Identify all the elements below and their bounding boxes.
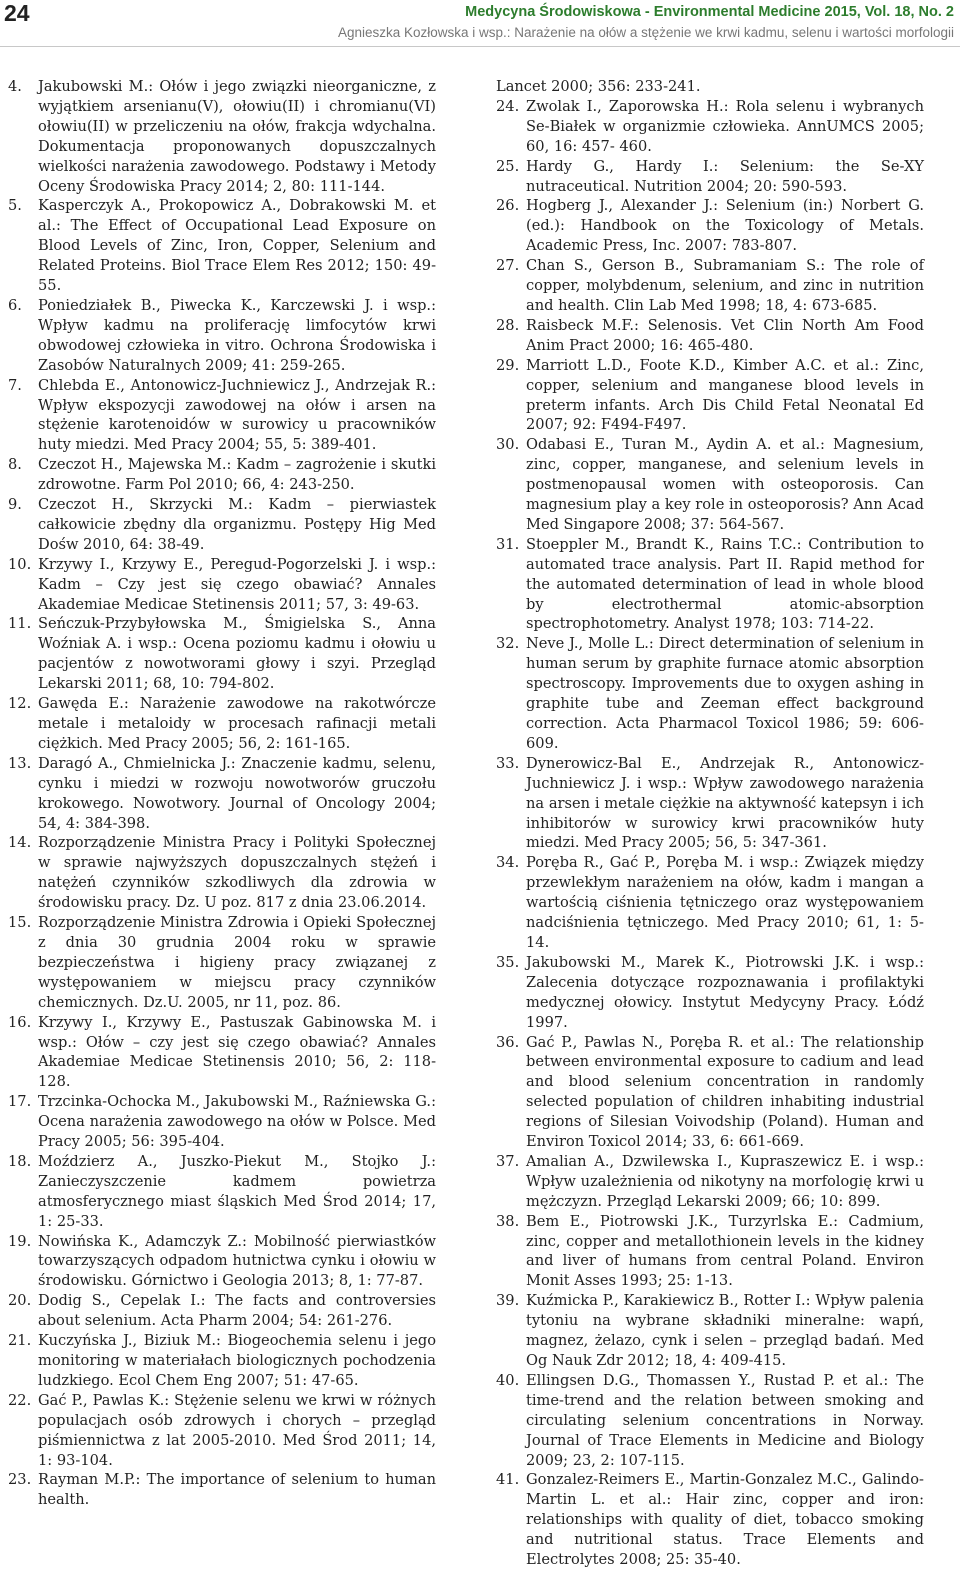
reference-text: Bem E., Piotrowski J.K., Turzyrlska E.: Cadmium, zinc, copper and metallothionein levels in the kidney and liver of humans from central Poland. Environ Monit Asses 1993; 25: 1-13. [526, 1212, 924, 1290]
reference-text: Poniedziałek B., Piwecka K., Karczewski J. i wsp.: Wpływ kadmu na proliferację limfocytów krwi obwodowej człowieka in vitro. Ochrona Środowiska i Zasobów Naturalnych 2009; 41: 259-265. [38, 296, 436, 374]
reference-item [8, 833, 436, 913]
reference-item [8, 495, 436, 555]
reference-item [496, 1152, 924, 1212]
reference-item [8, 196, 436, 296]
reference-text: Kuczyńska J., Biziuk M.: Biogeochemia selenu i jego monitoring w materiałach biologicznych pochodzenia ludzkiego. Ecol Chem Eng 2007; 51: 47-65. [38, 1332, 436, 1389]
reference-item [8, 296, 436, 376]
reference-item [496, 97, 924, 157]
journal-title: Medycyna Środowiskowa - Environmental Medicine 2015, Vol. 18, No. 2 [465, 4, 954, 20]
reference-number: 5. [8, 197, 22, 215]
reference-text: Lancet 2000; 356: 233-241. [496, 78, 701, 95]
reference-item [8, 1331, 436, 1391]
reference-text: Zwolak I., Zaporowska H.: Rola selenu i wybranych Se-Białek w organizmie człowieka. AnnUMCS 2005; 60, 16: 457- 460. [526, 97, 924, 155]
reference-text: Dodig S., Cepelak I.: The facts and controversies about selenium. Acta Pharm 2004; 54: 261-276. [38, 1292, 436, 1330]
reference-text: Rayman M.P.: The importance of selenium to human health. [38, 1471, 436, 1509]
reference-number: 16. [8, 1013, 32, 1031]
reference-number: 32. [496, 635, 520, 653]
running-header [0, 0, 960, 60]
reference-number: 28. [496, 316, 520, 334]
reference-number: 30. [496, 436, 520, 454]
reference-text: Hardy G., Hardy I.: Selenium: the Se-XY nutraceutical. Nutrition 2004; 20: 590-593. [526, 157, 924, 195]
reference-item [8, 1232, 436, 1292]
reference-item [496, 634, 924, 753]
reference-number: 6. [8, 296, 22, 314]
reference-text: Poręba R., Gać P., Poręba M. i wsp.: Związek między przewlekłym narażeniem na ołów, kadm i mangan a wartością ciśnienia tętniczego oraz występowaniem nadciśnienia tętniczego. Med Pracy 2010; 61, 1: 5-14. [526, 854, 924, 951]
reference-number: 37. [496, 1152, 520, 1170]
reference-text: Czeczot H., Majewska M.: Kadm – zagrożenie i skutki zdrowotne. Farm Pol 2010; 66, 4: 243-250. [38, 456, 436, 494]
reference-item [8, 77, 436, 196]
reference-number: 8. [8, 456, 22, 474]
reference-item [8, 376, 436, 456]
reference-text: Raisbeck M.F.: Selenosis. Vet Clin North Am Food Anim Pract 2000; 16: 465-480. [526, 316, 924, 354]
reference-number: 40. [496, 1371, 520, 1389]
reference-item [496, 435, 924, 535]
reference-item [496, 1291, 924, 1371]
reference-text: Gać P., Pawlas K.: Stężenie selenu we krwi w różnych populacjach osób zdrowych i chorych – przegląd piśmiennictwa z lat 2005-2010. Med Środ 2011; 14, 1: 93-104. [38, 1391, 436, 1469]
reference-text: Jakubowski M., Marek K., Piotrowski J.K. i wsp.: Zalecenia dotyczące rozpoznawania i profilaktyki medycznej ołowicy. Instytut Medycyny Pracy. Łódź 1997. [526, 953, 924, 1031]
reference-number: 38. [496, 1212, 520, 1230]
reference-item [8, 1013, 436, 1093]
reference-text: Gawęda E.: Narażenie zawodowe na rakotwórcze metale i metaloidy w procesach rafinacji metali ciężkich. Med Pracy 2005; 56, 2: 161-165. [38, 695, 436, 752]
reference-number: 39. [496, 1292, 520, 1310]
reference-text: Odabasi E., Turan M., Aydin A. et al.: Magnesium, zinc, copper, manganese, and selenium levels in postmenopausal women with osteoporosis. Can magnesium play a key role in osteoporosis? Ann Acad Med Singapore 2008; 37: 564-567. [526, 436, 924, 533]
reference-item [496, 356, 924, 436]
reference-number: 33. [496, 754, 520, 772]
reference-text: Nowińska K., Adamczyk Z.: Mobilność pierwiastków towarzyszących odpadom hutnictwa cynku i ołowiu w środowisku. Górnictwo i Geologia 2013; 8, 1: 77-87. [38, 1232, 436, 1290]
reference-number: 11. [8, 615, 32, 633]
reference-text: Krzywy I., Krzywy E., Pastuszak Gabinowska M. i wsp.: Ołów – czy jest się czego obawiać? Annales Akademiae Medicae Stetinensis 2010; 56, 2: 118-128. [38, 1013, 436, 1091]
reference-number: 10. [8, 555, 32, 573]
reference-number: 35. [496, 953, 520, 971]
reference-text: Kasperczyk A., Prokopowicz A., Dobrakowski M. et al.: The Effect of Occupational Lead Exposure on Blood Levels of Zinc, Iron, Copper, Selenium and Related Proteins. Biol Trace Elem Res 2012; 150: 49-55. [38, 197, 436, 295]
reference-item [8, 555, 436, 615]
reference-number: 20. [8, 1292, 32, 1310]
reference-text: Ellingsen D.G., Thomassen Y., Rustad P. et al.: The time-trend and the relation between smoking and circulating selenium concentrations in Norway. Journal of Trace Elements in Medicine and Biology 2009; 23, 2: 107-115. [526, 1371, 924, 1469]
reference-item [496, 1212, 924, 1292]
reference-item [496, 316, 924, 356]
reference-text: Moździerz A., Juszko-Piekut M., Stojko J.: Zanieczyszczenie kadmem powietrza atmosferycznego miast śląskich Med Środ 2014; 17, 1: 25-33. [38, 1152, 436, 1230]
reference-number: 27. [496, 257, 520, 275]
reference-item [8, 1391, 436, 1471]
page-number: 24 [4, 0, 30, 26]
reference-text: Stoeppler M., Brandt K., Rains T.C.: Contribution to automated trace analysis. Part II. Rapid method for the automated determination of lead in whole blood by electrothermal atomic-absorption spectrophotometry. Analyst 1978; 103: 714-22. [526, 535, 924, 633]
reference-item [8, 1291, 436, 1331]
reference-item [8, 1470, 436, 1510]
reference-number: 4. [8, 78, 22, 95]
reference-item [496, 953, 924, 1033]
reference-text: Gonzalez-Reimers E., Martin-Gonzalez M.C., Galindo-Martin L. et al.: Hair zinc, copper and iron: relationships with quality of diet, tobacco smoking and nutritional status. Trace Elements and Electrolytes 2008; 25: 35-40. [526, 1471, 924, 1569]
reference-item [496, 853, 924, 953]
reference-text: Rozporządzenie Ministra Zdrowia i Opieki Społecznej z dnia 30 grudnia 2004 roku w sprawie bezpieczeństwa i higieny pracy związanej z występowaniem w miejscu pracy czynników chemicznych. Dz.U. 2005, nr 11, poz. 86. [38, 914, 436, 1011]
reference-text: Chlebda E., Antonowicz-Juchniewicz J., Andrzejak R.: Wpływ ekspozycji zawodowej na ołów i arsen na stężenie karotenoidów w surowicy u pracowników huty miedzi. Med Pracy 2004; 55, 5: 389-401. [38, 376, 436, 454]
reference-number: 23. [8, 1471, 32, 1489]
references-column-right [496, 77, 924, 1570]
reference-number: 29. [496, 356, 520, 374]
reference-text: Kuźmicka P., Karakiewicz B., Rotter I.: Wpływ palenia tytoniu na wybrane składniki mineralne: wapń, magnez, żelazo, cynk i selen – przegląd badań. Med Og Nauk Zdr 2012; 18, 4: 409-415. [526, 1292, 924, 1369]
reference-number: 21. [8, 1332, 32, 1350]
reference-number: 25. [496, 157, 520, 175]
reference-text: Trzcinka-Ochocka M., Jakubowski M., Raźniewska G.: Ocena narażenia zawodowego na ołów w Polsce. Med Pracy 2005; 56: 395-404. [38, 1093, 436, 1151]
reference-item [8, 913, 436, 1013]
header-divider [0, 46, 960, 47]
reference-text: Chan S., Gerson B., Subramaniam S.: The role of copper, molybdenum, selenium, and zinc in nutrition and health. Clin Lab Med 1998; 18, 4: 673-685. [526, 257, 924, 314]
reference-item [496, 256, 924, 316]
reference-number: 34. [496, 854, 520, 872]
reference-text: Krzywy I., Krzywy E., Peregud-Pogorzelski J. i wsp.: Kadm – Czy jest się czego obawiać? Annales Akademiae Medicae Stetinensis 2011; 57, 3: 49-63. [38, 555, 436, 613]
reference-text: Seńczuk-Przybyłowska M., Śmigielska S., Anna Woźniak A. i wsp.: Ocena poziomu kadmu i ołowiu u pacjentów z nowotworami głowy i szyi. Przegląd Lekarski 2011; 68, 10: 794-802. [38, 615, 436, 693]
reference-item [8, 1092, 436, 1152]
reference-text: Rozporządzenie Ministra Pracy i Polityki Społecznej w sprawie najwyższych dopuszczalnych stężeń i natężeń czynników szkodliwych dla zdrowia w środowisku pracy. Dz. U poz. 817 z dnia 23.06.2014. [38, 834, 436, 912]
reference-number: 26. [496, 197, 520, 215]
reference-text: Amalian A., Dzwilewska I., Kupraszewicz E. i wsp.: Wpływ uzależnienia od nikotyny na morfologię krwi u mężczyzn. Przegląd Lekarski 2009; 66; 10: 899. [526, 1152, 924, 1210]
reference-item [496, 754, 924, 854]
reference-number: 36. [496, 1033, 520, 1051]
reference-item [496, 77, 924, 97]
reference-number: 13. [8, 754, 32, 772]
reference-text: Czeczot H., Skrzycki M.: Kadm – pierwiastek całkowicie zbędny dla organizmu. Postępy Hig Med Dośw 2010, 64: 38-49. [38, 496, 436, 553]
reference-text: Dynerowicz-Bal E., Andrzejak R., Antonowicz-Juchniewicz J. i wsp.: Wpływ zawodowego narażenia na arsen i metale ciężkie na aktywność katepsyn i ich inhibitorów w surowicy krwi pracowników huty miedzi. Med Pracy 2005; 56, 5: 347-361. [526, 754, 924, 852]
reference-number: 9. [8, 496, 22, 514]
reference-item [496, 1470, 924, 1570]
reference-text: Daragó A., Chmielnicka J.: Znaczenie kadmu, selenu, cynku i miedzi w rozwoju nowotworów gruczołu krokowego. Nowotwory. Journal of Oncology 2004; 54, 4: 384-398. [38, 754, 436, 832]
reference-number: 12. [8, 695, 32, 713]
reference-item [496, 1371, 924, 1471]
reference-item [496, 535, 924, 635]
reference-item [8, 694, 436, 754]
reference-item [496, 1033, 924, 1152]
references-column-left [8, 77, 436, 1510]
reference-number: 22. [8, 1391, 32, 1409]
reference-number: 24. [496, 97, 520, 115]
reference-number: 41. [496, 1471, 520, 1489]
article-running-title: Agnieszka Kozłowska i wsp.: Narażenie na ołów a stężenie we krwi kadmu, selenu i wartości morfologii [337, 25, 954, 40]
reference-item [496, 157, 924, 197]
reference-item [8, 614, 436, 694]
reference-text: Neve J., Molle L.: Direct determination of selenium in human serum by graphite furnace atomic absorption spectroscopy. Improvements due to oxygen ashing in graphite tube and Zeeman effect background correction. Acta Pharmacol Toxicol 1986; 59: 606-609. [526, 635, 924, 752]
reference-item [8, 754, 436, 834]
reference-item [8, 455, 436, 495]
reference-number: 19. [8, 1232, 32, 1250]
reference-number: 18. [8, 1152, 32, 1170]
reference-text: Jakubowski M.: Ołów i jego związki nieorganiczne, z wyjątkiem arsenianu(V), ołowiu(II) i chromianu(VI) ołowiu(II) w przeliczeniu na ołów, frakcja wdychalna. Dokumentacja proponowanych dopuszczalnych wielkości narażenia zawodowego. Podstawy i Metody Oceny Środowiska Pracy 2014; 2, 80: 111-144. [38, 78, 436, 195]
reference-number: 17. [8, 1093, 32, 1111]
reference-text: Marriott L.D., Foote K.D., Kimber A.C. et al.: Zinc, copper, selenium and manganese blood levels in preterm infants. Arch Dis Child Fetal Neonatal Ed 2007; 92: F494-F497. [526, 356, 924, 434]
reference-number: 14. [8, 834, 32, 852]
reference-number: 7. [8, 376, 22, 394]
reference-number: 15. [8, 914, 32, 932]
reference-text: Hogberg J., Alexander J.: Selenium (in:) Norbert G. (ed.): Handbook on the Toxicology of Metals. Academic Press, Inc. 2007: 783-807. [526, 197, 924, 255]
reference-number: 31. [496, 535, 520, 553]
reference-text: Gać P., Pawlas N., Poręba R. et al.: The relationship between environmental exposure to cadium and lead and blood selenium concentration in randomly selected population of children inhabiting industrial regions of Silesian Voivodship (Poland). Human and Environ Toxicol 2014; 33, 6: 661-669. [526, 1033, 924, 1151]
reference-item [8, 1152, 436, 1232]
reference-item [496, 196, 924, 256]
